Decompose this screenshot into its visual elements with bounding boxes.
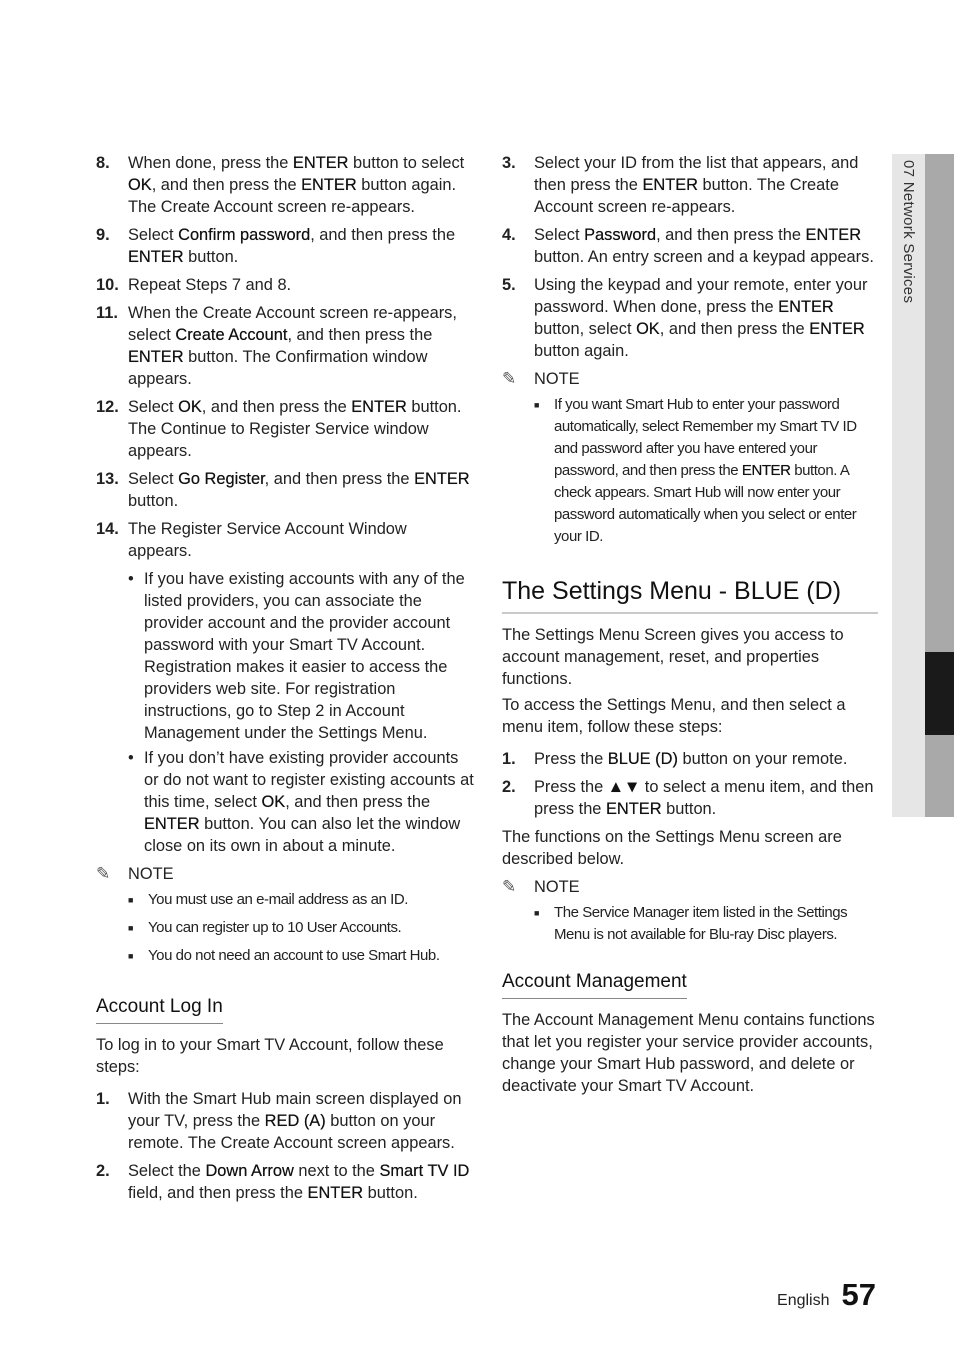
step-text: When done, press the ENTER button to select OK, and then press the ENTER button again. The Create Account screen re-appears. bbox=[128, 154, 465, 216]
square-bullet-icon: ■ bbox=[128, 923, 134, 933]
step14-bullets bbox=[128, 568, 474, 857]
note-header bbox=[502, 368, 878, 390]
note-item bbox=[128, 945, 474, 967]
step-item bbox=[96, 224, 474, 268]
intro-paragraph: To log in to your Smart TV Account, follow these steps: bbox=[96, 1036, 444, 1076]
page-footer bbox=[777, 1277, 876, 1312]
step-item bbox=[96, 152, 474, 218]
note-text: If you want Smart Hub to enter your password automatically, select Remember my Smart TV ID and password after you have entered your password, and then press the ENTER button. A check appears. Smart Hub will now enter your password automatically when you select or enter your ID. bbox=[554, 396, 857, 545]
step-item bbox=[502, 274, 878, 362]
pencil-icon: ✎ bbox=[502, 369, 517, 388]
step-number: 4. bbox=[502, 226, 516, 244]
step-number: 13. bbox=[96, 470, 119, 488]
step-text: Select Go Register, and then press the ENTER button. bbox=[128, 470, 470, 510]
step-number: 14. bbox=[96, 520, 119, 538]
bullet-item bbox=[128, 747, 474, 857]
section-title-account-management: Account Management bbox=[502, 970, 687, 999]
note-list bbox=[96, 889, 474, 967]
note-list bbox=[502, 902, 878, 946]
step-number: 1. bbox=[502, 750, 516, 768]
square-bullet-icon: ■ bbox=[128, 895, 134, 905]
note-header bbox=[96, 863, 474, 885]
step-number: 3. bbox=[502, 154, 516, 172]
step-item bbox=[502, 748, 878, 770]
step-text: Select Confirm password, and then press the ENTER button. bbox=[128, 226, 456, 266]
step-item bbox=[96, 274, 474, 296]
note-label: NOTE bbox=[128, 865, 174, 883]
step-text: Press the BLUE (D) button on your remote. bbox=[534, 750, 848, 768]
step-text: Press the ▲▼ to select a menu item, and then press the ENTER button. bbox=[534, 778, 874, 818]
step-item bbox=[96, 468, 474, 512]
section-heading-settings-menu: The Settings Menu - BLUE (D) bbox=[502, 576, 878, 614]
note-text: You do not need an account to use Smart Hub. bbox=[148, 947, 440, 964]
steps-8-14 bbox=[96, 152, 474, 562]
note-label: NOTE bbox=[534, 878, 580, 896]
note-text: You must use an e-mail address as an ID. bbox=[148, 891, 408, 908]
step-item bbox=[96, 1088, 474, 1154]
step-number: 12. bbox=[96, 398, 119, 416]
step-item bbox=[96, 518, 474, 562]
step-text: Select your ID from the list that appears, and then press the ENTER button. The Create Account screen re-appears. bbox=[534, 154, 859, 216]
footer-language: English bbox=[777, 1292, 830, 1309]
note-list bbox=[502, 394, 878, 548]
paragraph: The functions on the Settings Menu screen are described below. bbox=[502, 828, 842, 868]
step-number: 10. bbox=[96, 276, 119, 294]
page-number: 57 bbox=[841, 1277, 876, 1312]
paragraph: To access the Settings Menu, and then select a menu item, follow these steps: bbox=[502, 696, 846, 736]
bullet-text: If you have existing accounts with any of the listed providers, you can associate the provider account and the provider account password with your Smart TV Account. Registration makes it easier to access the providers web site. For registration instructions, go to Step 2 in Account Management under the Settings Menu. bbox=[144, 570, 465, 742]
note-header bbox=[502, 876, 878, 898]
step-number: 2. bbox=[502, 778, 516, 796]
step-text: Repeat Steps 7 and 8. bbox=[128, 276, 292, 294]
step-item bbox=[96, 1160, 474, 1204]
step-number: 2. bbox=[96, 1162, 110, 1180]
chapter-label: 07 Network Services bbox=[900, 160, 917, 304]
step-number: 8. bbox=[96, 154, 110, 172]
step-number: 5. bbox=[502, 276, 516, 294]
step-text: Select the Down Arrow next to the Smart TV ID field, and then press the ENTER button. bbox=[128, 1162, 470, 1202]
step-text: The Register Service Account Window appears. bbox=[128, 520, 407, 560]
step-number: 9. bbox=[96, 226, 110, 244]
steps-3-5 bbox=[502, 152, 878, 362]
step-item bbox=[502, 224, 878, 268]
pencil-icon: ✎ bbox=[96, 864, 111, 883]
bullet-item bbox=[128, 568, 474, 744]
step-number: 1. bbox=[96, 1090, 110, 1108]
bullet-dot-icon: • bbox=[128, 570, 134, 588]
note-item bbox=[534, 394, 878, 548]
step-text: Select OK, and then press the ENTER button. The Continue to Register Service window appears. bbox=[128, 398, 462, 460]
steps-1-2 bbox=[96, 1088, 474, 1204]
bullet-dot-icon: • bbox=[128, 749, 134, 767]
note-item bbox=[128, 889, 474, 911]
note-label: NOTE bbox=[534, 370, 580, 388]
settings-steps bbox=[502, 748, 878, 820]
note-item bbox=[534, 902, 878, 946]
note-text: You can register up to 10 User Accounts. bbox=[148, 919, 402, 936]
step-text: Using the keypad and your remote, enter your password. When done, press the ENTER button, select OK, and then press the ENTER button again. bbox=[534, 276, 868, 360]
step-item bbox=[96, 396, 474, 462]
paragraph: The Settings Menu Screen gives you access to account management, reset, and properties functions. bbox=[502, 626, 844, 688]
note-item bbox=[128, 917, 474, 939]
pencil-icon: ✎ bbox=[502, 877, 517, 896]
step-number: 11. bbox=[96, 304, 118, 322]
step-item bbox=[502, 776, 878, 820]
step-item bbox=[502, 152, 878, 218]
square-bullet-icon: ■ bbox=[534, 908, 540, 918]
note-text: The Service Manager item listed in the Settings Menu is not available for Blu-ray Disc players. bbox=[554, 904, 848, 943]
square-bullet-icon: ■ bbox=[128, 951, 134, 961]
step-text: Select Password, and then press the ENTER button. An entry screen and a keypad appears. bbox=[534, 226, 874, 266]
square-bullet-icon: ■ bbox=[534, 400, 540, 410]
step-item bbox=[96, 302, 474, 390]
chapter-tab-marker bbox=[925, 652, 954, 735]
bullet-text: If you don’t have existing provider accounts or do not want to register existing accounts at this time, select OK, and then press the ENTER button. You can also let the window close on its own in about a minute. bbox=[144, 749, 474, 855]
paragraph: The Account Management Menu contains functions that let you register your service provider accounts, change your Smart Hub password, and delete or deactivate your Smart TV Account. bbox=[502, 1011, 875, 1095]
left-column bbox=[96, 152, 474, 1210]
step-text: When the Create Account screen re-appears, select Create Account, and then press the ENTER button. The Confirmation window appears. bbox=[128, 304, 457, 388]
section-title-account-log-in: Account Log In bbox=[96, 995, 223, 1024]
right-column bbox=[502, 152, 878, 1101]
step-text: With the Smart Hub main screen displayed on your TV, press the RED (A) button on your remote. The Create Account screen appears. bbox=[128, 1090, 462, 1152]
